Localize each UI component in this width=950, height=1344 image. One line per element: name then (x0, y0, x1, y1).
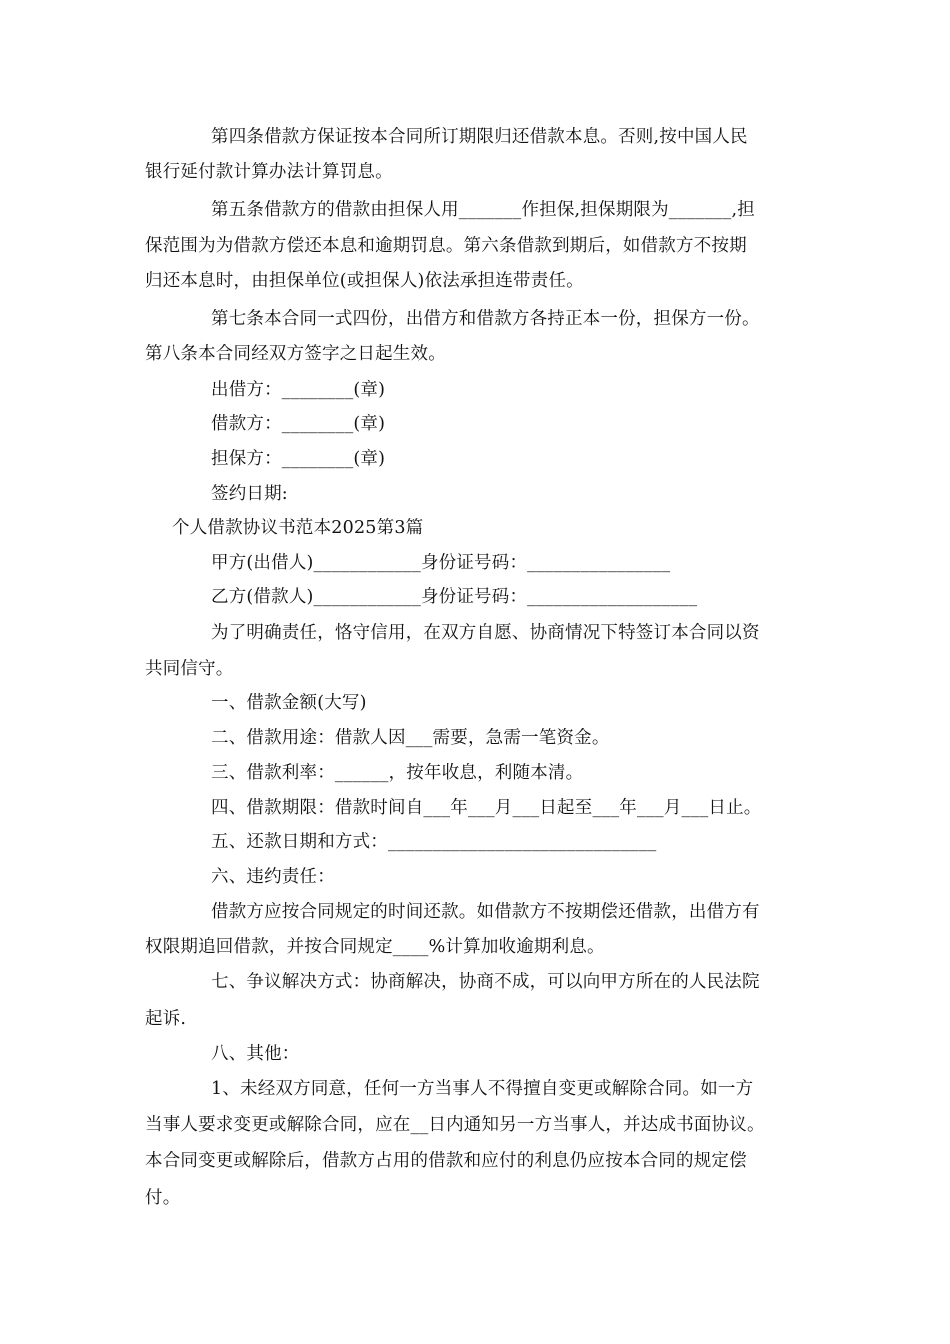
signature-lender: 出借方：________(章) (211, 380, 386, 400)
clause-8-item-1-line-4: 付。 (145, 1188, 181, 1208)
article-7-line: 第七条本合同一式四份，出借方和借款方各持正本一份，担保方一份。 (211, 309, 760, 329)
clause-1-amount: 一、借款金额(大写) (211, 693, 367, 713)
clause-6-liability: 六、违约责任： (211, 867, 335, 887)
clause-6-body-line-1: 借款方应按合同规定的时间还款。如借款方不按期偿还借款，出借方有 (211, 902, 760, 922)
clause-4-term: 四、借款期限：借款时间自___年___月___日起至___年___月___日止。 (211, 798, 762, 818)
article-5-line-2: 保范围为为借款方偿还本息和逾期罚息。第六条借款到期后，如借款方不按期 (145, 236, 747, 256)
clause-3-rate: 三、借款利率：______，按年收息，利随本清。 (211, 763, 584, 783)
article-4-line-1: 第四条借款方保证按本合同所订期限归还借款本息。否则,按中国人民 (211, 127, 748, 147)
article-5-line-1: 第五条借款方的借款由担保人用_______作担保,担保期限为_______,担 (211, 200, 755, 220)
preamble-line-2: 共同信守。 (145, 659, 234, 679)
section-title: 个人借款协议书范本2025第3篇 (172, 518, 424, 538)
clause-7-dispute-line-1: 七、争议解决方式：协商解决，协商不成，可以向甲方所在的人民法院 (211, 972, 760, 992)
clause-6-body-line-2: 权限期追回借款，并按合同规定____%计算加收逾期利息。 (145, 937, 605, 957)
article-8-line: 第八条本合同经双方签字之日起生效。 (145, 344, 446, 364)
clause-8-item-1-line-3: 本合同变更或解除后，借款方占用的借款和应付的利息仍应按本合同的规定偿 (145, 1151, 747, 1171)
clause-5-repayment: 五、还款日期和方式：______________________________ (211, 832, 657, 852)
signing-date: 签约日期: (211, 484, 288, 504)
signature-borrower: 借款方：________(章) (211, 414, 386, 434)
article-4-line-2: 银行延付款计算办法计算罚息。 (145, 162, 393, 182)
preamble-line-1: 为了明确责任，恪守信用，在双方自愿、协商情况下特签订本合同以资 (211, 623, 760, 643)
clause-8-item-1-line-1: 1、未经双方同意，任何一方当事人不得擅自变更或解除合同。如一方 (211, 1079, 754, 1099)
clause-2-purpose: 二、借款用途：借款人因___需要，急需一笔资金。 (211, 728, 610, 748)
party-b-line: 乙方(借款人)____________身份证号码：___________________ (211, 587, 698, 607)
signature-guarantor: 担保方：________(章) (211, 449, 386, 469)
article-6-line: 归还本息时，由担保单位(或担保人)依法承担连带责任。 (145, 271, 584, 291)
clause-7-dispute-line-2: 起诉. (145, 1009, 187, 1029)
party-a-line: 甲方(出借人)____________身份证号码：________________ (211, 553, 671, 573)
clause-8-item-1-line-2: 当事人要求变更或解除合同，应在__日内通知另一方当事人，并达成书面协议。 (145, 1115, 765, 1135)
clause-8-other: 八、其他： (211, 1044, 300, 1064)
